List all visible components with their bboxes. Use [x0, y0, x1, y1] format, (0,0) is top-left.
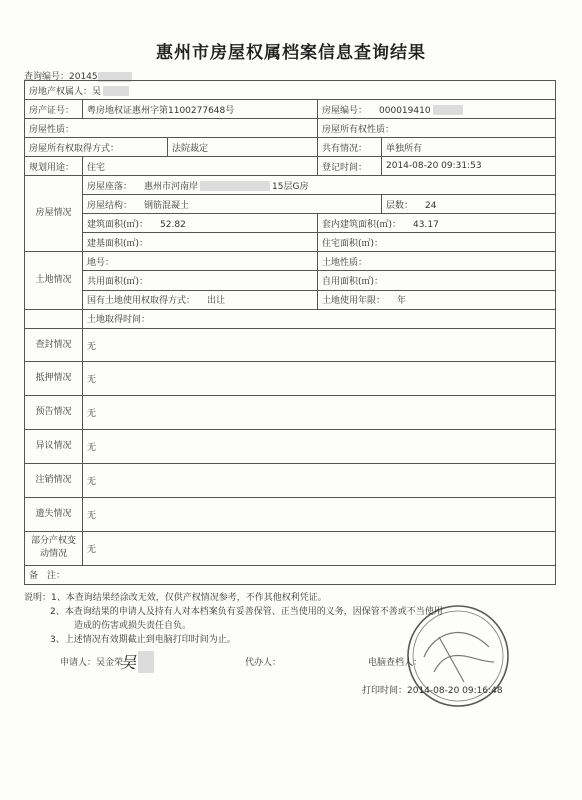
usage-label: 规划用途： [25, 157, 83, 176]
status-value: 无 [83, 497, 556, 531]
redaction [103, 86, 129, 96]
status-label: 异议情况 [25, 430, 83, 464]
table-row [25, 252, 556, 271]
table-row [25, 396, 556, 430]
build-area-cell: 建筑面积(㎡)： 52.82 [83, 214, 318, 233]
shared-area-label: 共用面积(㎡)： [83, 271, 318, 290]
applicant: 申请人：吴金荣 [60, 658, 124, 668]
land-acquire-cell: 国有土地使用权取得方式： 出让 [83, 290, 318, 309]
usage-value: 住宅 [83, 157, 318, 176]
operator: 电脑查档人： [368, 658, 423, 668]
status-value: 无 [83, 464, 556, 498]
reg-time-label: 登记时间： [318, 157, 382, 176]
land-nature-label: 土地性质： [318, 252, 556, 271]
cert-value: 粤房地权证惠州字第1100277648号 [83, 100, 318, 119]
ownership-type-label: 房屋所有权性质： [318, 119, 556, 138]
status-value: 无 [83, 396, 556, 430]
structure-cell: 房屋结构： 钢筋混凝土 [83, 195, 382, 214]
acquire-label: 房屋所有权取得方式： [25, 138, 168, 157]
handwritten-signature: 吴 [120, 653, 137, 672]
owner-row: 房地产权属人：吴 [25, 81, 556, 100]
table-row [25, 309, 556, 328]
redaction [138, 651, 154, 673]
print-time: 打印时间：2014-08-20 09:16:48 [362, 686, 503, 696]
table-row [25, 271, 556, 290]
reg-time-value: 2014-08-20 09:31:53 [382, 157, 556, 176]
floors-cell: 层数： 24 [382, 195, 556, 214]
inner-area-cell: 套内建筑面积(㎡)： 43.17 [318, 214, 556, 233]
lot-label: 地号： [83, 252, 318, 271]
shared-label: 共有情况： [318, 138, 382, 157]
agent: 代办人： [245, 658, 282, 668]
acquire-value: 法院裁定 [168, 138, 318, 157]
status-label: 遗失情况 [25, 497, 83, 531]
table-row [25, 464, 556, 498]
table-row [25, 195, 556, 214]
status-value: 无 [83, 328, 556, 362]
status-value: 无 [83, 531, 556, 565]
shared-value: 单独所有 [382, 138, 556, 157]
table-row [25, 214, 556, 233]
house-no-cell: 房屋编号： 000019410 [318, 100, 556, 119]
land-section-label: 土地情况 [25, 252, 83, 309]
query-number: 查询编号：20145 [24, 69, 132, 82]
redaction [200, 181, 270, 191]
own-area-label: 自用面积(㎡)： [318, 271, 556, 290]
table-row [25, 81, 556, 100]
status-value: 无 [83, 362, 556, 396]
note-2: 2、本查询结果的申请人及持有人对本档案负有妥善保管、正当使用的义务，因保管不善或不当使用 [50, 607, 443, 617]
table-row [25, 497, 556, 531]
base-area-label: 建基面积(㎡)： [83, 233, 318, 252]
remarks-label: 备 注： [25, 565, 556, 584]
note-2-cont: 造成的伤害或损失责任自负。 [74, 621, 192, 631]
table-row [25, 565, 556, 584]
table-row [25, 119, 556, 138]
note-1: 说明：1、本查询结果经涂改无效，仅供产权情况参考，不作其他权利凭证。 [24, 593, 327, 603]
record-table [24, 80, 556, 585]
location-cell: 房屋座落： 惠州市河南岸 15层G房 [83, 176, 556, 195]
table-row [25, 290, 556, 309]
status-label: 注销情况 [25, 464, 83, 498]
table-row [25, 430, 556, 464]
land-years-cell: 土地使用年限： 年 [318, 290, 556, 309]
official-seal [404, 602, 512, 710]
table-row [25, 233, 556, 252]
status-label: 查封情况 [25, 328, 83, 362]
table-row [25, 100, 556, 119]
status-value: 无 [83, 430, 556, 464]
land-acquire-time-label: 土地取得时间： [83, 309, 556, 328]
residential-area-label: 住宅面积(㎡)： [318, 233, 556, 252]
table-row [25, 531, 556, 565]
table-row [25, 362, 556, 396]
status-label: 部分产权变动情况 [25, 531, 83, 565]
house-section-label: 房屋情况 [25, 176, 83, 252]
table-row [25, 176, 556, 195]
note-3: 3、上述情况有效期截止到电脑打印时间为止。 [50, 635, 236, 645]
document-title: 惠州市房屋权属档案信息查询结果 [156, 43, 426, 63]
house-nature-label: 房屋性质： [25, 119, 318, 138]
table-row [25, 328, 556, 362]
table-row [25, 138, 556, 157]
cert-label: 房产证号： [25, 100, 83, 119]
empty-cell [25, 309, 83, 328]
table-row [25, 157, 556, 176]
status-label: 抵押情况 [25, 362, 83, 396]
status-label: 预告情况 [25, 396, 83, 430]
redaction [433, 105, 463, 115]
